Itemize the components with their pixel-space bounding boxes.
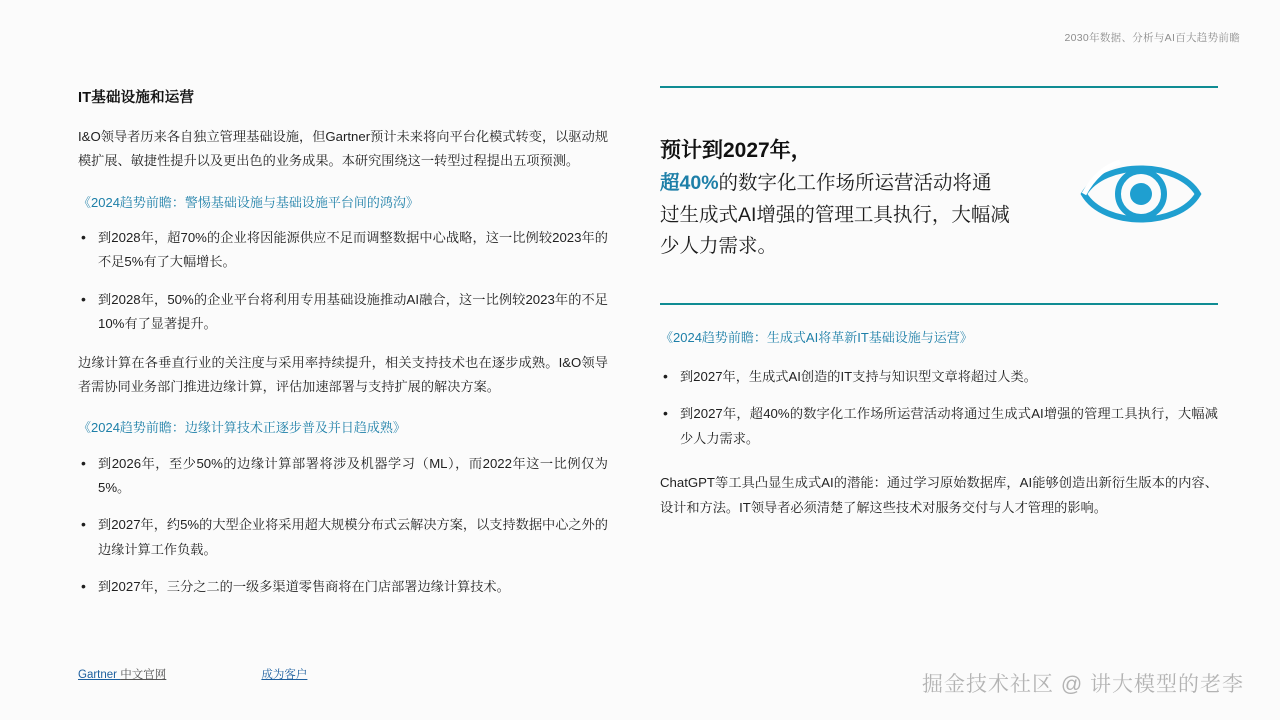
list-item: • 到2027年，生成式AI创造的IT支持与知识型文章将超过人类。 [660,365,1218,389]
section-title: IT基础设施和运营 [78,90,195,106]
list-item: • 到2028年，50%的企业平台将利用专用基础设施推动AI融合，这一比例较2023年的不足10%有了显著提升。 [78,288,608,337]
list-item: • 到2027年，超40%的数字化工作场所运营活动将通过生成式AI增强的管理工具执行，大幅减少人力需求。 [660,402,1218,451]
bullet-list-2 [78,452,608,600]
middle-paragraph: 边缘计算在各垂直行业的关注度与采用率持续提升，相关支持技术也在逐步成熟。I&O领导者需协同业务部门推进边缘计算，评估加速部署与支持扩展的解决方案。 [78,354,608,395]
bullet-list-1 [78,226,608,337]
bullet-list-3 [660,365,1218,451]
right-column [660,86,1218,520]
divider-bottom [660,303,1218,305]
watermark: 掘金技术社区 @ 讲大模型的老李 [922,673,1244,696]
closing-paragraph: ChatGPT等工具凸显生成式AI的潜能：通过学习原始数据库，AI能够创造出新衍生版本的内容、设计和方法。IT领导者必须清楚了解这些技术对服务交付与人才管理的影响。 [660,475,1218,515]
trend-reference-2: 《2024趋势前瞻：边缘计算技术正逐步普及并日趋成熟》 [78,420,406,436]
callout-line-2: 的数字化工作场所运营活动将通 [718,172,992,195]
callout-block [660,88,1218,303]
callout-text [660,134,1060,263]
gartner-cn-label: 中文官网 [120,669,167,681]
become-client-link[interactable]: 成为客户 [261,669,308,681]
page-header-note: 2030年数据、分析与AI百大趋势前瞻 [1064,32,1240,44]
gartner-site-link[interactable] [78,669,166,681]
trend-reference-1: 《2024趋势前瞻：警惕基础设施与基础设施平台间的鸿沟》 [78,194,419,210]
list-item: • 到2026年，至少50%的边缘计算部署将涉及机器学习（ML），而2022年这一比例仅为5%。 [78,452,608,501]
list-item: • 到2027年，约5%的大型企业将采用超大规模分布式云解决方案，以支持数据中心之外的边缘计算工作负载。 [78,513,608,562]
trend-reference-3: 《2024趋势前瞻：生成式AI将革新IT基础设施与运营》 [660,329,973,345]
intro-paragraph: I&O领导者历来各自独立管理基础设施，但Gartner预计未来将向平台化模式转变，以驱动规模扩展、敏捷性提升以及更出色的业务成果。本研究围绕这一转型过程提出五项预测。 [78,129,608,169]
callout-highlight: 超40% [660,172,719,195]
list-item: • 到2027年，三分之二的一级多渠道零售商将在门店部署边缘计算技术。 [78,575,608,599]
gartner-label: Gartner [78,669,117,681]
callout-line-4: 少人力需求。 [660,235,778,258]
callout-line-1: 预计到2027年， [660,139,812,162]
footer-links [78,666,498,682]
eye-icon [1076,146,1206,242]
callout-line-3: 过生成式AI增强的管理工具执行，大幅减 [660,203,1010,226]
left-column [78,86,608,614]
list-item: • 到2028年，超70%的企业将因能源供应不足而调整数据中心战略，这一比例较2023年的不足5%有了大幅增长。 [78,226,608,275]
